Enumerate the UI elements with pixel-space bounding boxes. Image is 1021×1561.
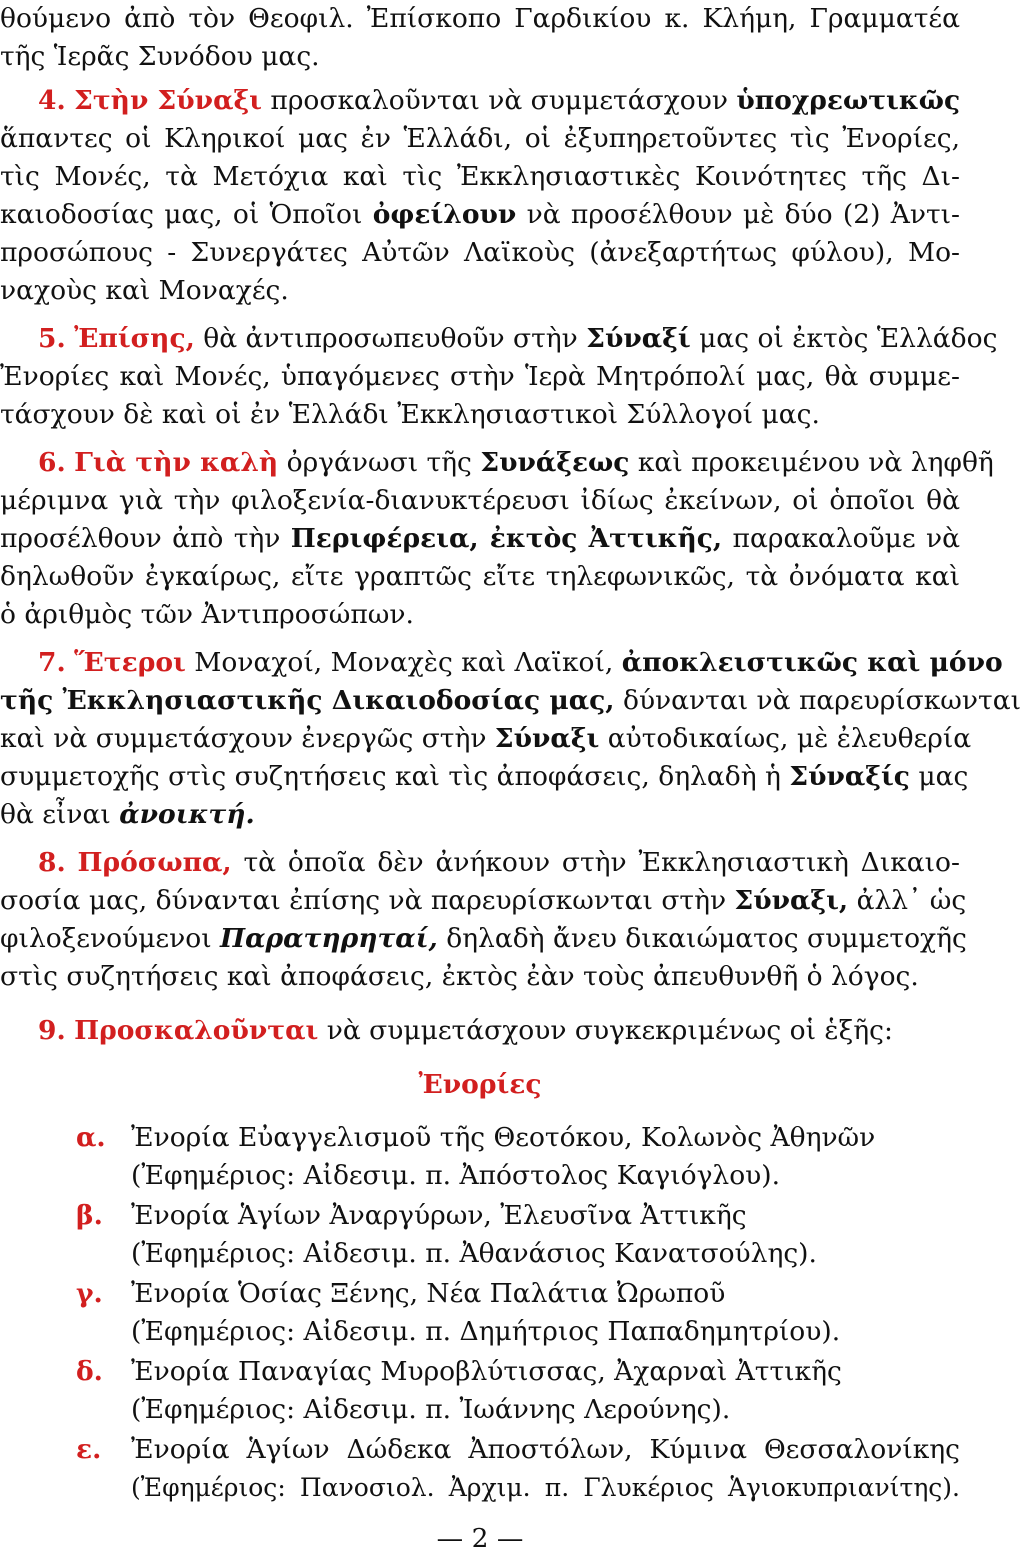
list-item-line1: Ἐνορία Εὐαγγελισμοῦ τῆς Θεοτόκου, Κολωνὸς Ἀθηνῶν [131,1122,876,1153]
page-number: — 2 — [436,1523,524,1554]
list-item [0,1355,960,1431]
list-item [0,1121,960,1197]
list-item-label: δ. [76,1356,103,1387]
text-span: δύνανται νὰ παρευρίσκωνται [622,685,1021,716]
text-line: στὶς συζητήσεις καὶ ἀποφάσεις, ἐκτὸς ἐὰν τοὺς ἀπευθυνθῆ ὁ λόγος. [0,961,919,992]
text-span: θὰ εἶναι [0,799,111,830]
bold-span: ὀφείλουν [372,199,517,230]
paragraph-number: 6. [38,447,66,478]
bold-span: ὑποχρεωτικῶς [736,85,961,116]
text-span: θὰ ἀντιπροσωπευθοῦν στὴν [203,323,578,354]
text-line: ἅπαντες οἱ Κληρικοί μας ἐν Ἑλλάδι, οἱ ἐξυπηρετοῦντες τὶς Ἐνορίες, [0,123,960,154]
list-item-line2: (Ἐφημέριος: Αἰδεσιμ. π. Ἰωάννης Λερούνης). [131,1394,731,1425]
text-span: ἀλλ᾽ ὡς [856,885,967,916]
paragraph-number: 5. [38,323,66,354]
paragraph-number: 4. [38,85,66,116]
list-item-line2: (Ἐφημέριος: Αἰδεσιμ. π. Ἀθανάσιος Κανατσούλης). [131,1238,817,1269]
text-span: καιοδοσίας μας, οἱ Ὁποῖοι [0,199,363,230]
list-item-label: β. [76,1200,103,1231]
list-item-line1: Ἐνορία Ὁσίας Ξένης, Νέα Παλάτια Ὠρωποῦ [131,1278,726,1309]
text-line [0,884,967,918]
text-span: συμμετοχῆς στὶς συζητήσεις καὶ τὶς ἀποφάσεις, δηλαδὴ ἡ [0,761,781,792]
list-item-line1: Ἐνορία Ἁγίων Ἀναργύρων, Ἐλευσῖνα Ἀττικῆς [131,1200,747,1231]
paragraph-7-line [0,646,1003,680]
text-line: τῆς Ἱερᾶς Συνόδου μας. [0,41,320,72]
text-span: φιλοξενούμενοι [0,923,212,954]
paragraph-lead: Πρόσωπα, [77,847,232,878]
text-line [0,922,967,956]
bold-span: ἀποκλειστικῶς καὶ μόνο [621,647,1003,678]
paragraph-number: 8. [38,847,66,878]
list-item [0,1277,960,1353]
text-line [0,798,960,832]
text-line [0,684,1021,718]
list-item-line2: (Ἐφημέριος: Πανοσιολ. Ἀρχιμ. π. Γλυκέριος Ἁγιοκυπριανίτης). [131,1473,960,1502]
paragraph-number: 7. [38,647,66,678]
bold-span: Σύναξί [586,323,691,354]
bold-span: Σύναξι [494,723,600,754]
text-span: προσκαλοῦνται νὰ συμμετάσχουν [270,85,728,116]
list-item [0,1433,960,1509]
paragraph-5-line [0,322,998,356]
text-span: τὰ ὁποῖα δὲν ἀνήκουν στὴν Ἐκκλησιαστικὴ Δικαιο- [243,847,960,878]
text-line: τὶς Μονές, τὰ Μετόχια καὶ τὶς Ἐκκλησιαστικὲς Κοινότητες τῆς Δι- [0,161,960,192]
section-heading [0,1068,960,1102]
paragraph-lead: Ἕτεροι [74,647,186,678]
list-item-label: γ. [76,1278,103,1309]
paragraph-lead: Ἐπίσης, [74,323,195,354]
text-span: παρακαλοῦμε νὰ [732,523,960,554]
paragraph-lead: Προσκαλοῦνται [74,1015,319,1046]
paragraph-8-line [0,846,960,880]
text-line: ναχοὺς καὶ Μοναχές. [0,275,289,306]
text-line [0,522,960,556]
bold-span: Σύναξίς [789,761,910,792]
paragraph-6-line [0,446,994,480]
text-span: μας [918,761,969,792]
bold-italic-span: ἀνοικτή. [119,799,255,830]
text-line [0,722,972,756]
bold-span: Συνάξεως [480,447,630,478]
text-line: μέριμνα γιὰ τὴν φιλοξενία-διανυκτέρευσι ἰδίως ἐκείνων, οἱ ὁποῖοι θὰ [0,485,960,516]
text-span: προσέλθουν ἀπὸ τὴν [0,523,281,554]
paragraph-lead: Στὴν Σύναξι [74,85,262,116]
text-line: ὁ ἀριθμὸς τῶν Ἀντιπροσώπων. [0,599,414,630]
list-item-line1: Ἐνορία Ἁγίων Δώδεκα Ἀποστόλων, Κύμινα Θεσσαλονίκης [131,1434,960,1465]
text-span: μας οἱ ἐκτὸς Ἑλλάδος [699,323,998,354]
text-line [0,198,960,232]
text-span: νὰ συμμετάσχουν συγκεκριμένως οἱ ἑξῆς: [326,1015,893,1046]
list-item-line1: Ἐνορία Παναγίας Μυροβλύτισσας, Ἀχαρναὶ Ἀττικῆς [131,1356,842,1387]
text-line: θούμενο ἀπὸ τὸν Θεοφιλ. Ἐπίσκοπο Γαρδικίου κ. Κλήμη, Γραμματέα [0,3,960,34]
text-span: Μοναχοί, Μοναχὲς καὶ Λαϊκοί, [194,647,614,678]
list-item-line2: (Ἐφημέριος: Αἰδεσιμ. π. Δημήτριος Παπαδημητρίου). [131,1316,841,1347]
section-heading-text: Ἐνορίες [418,1069,542,1100]
text-span: αὐτοδικαίως, μὲ ἐλευθερία [607,723,972,754]
text-span: σοσία μας, δύνανται ἐπίσης νὰ παρευρίσκωνται στὴν [0,885,727,916]
text-span: δηλαδὴ ἄνευ δικαιώματος συμμετοχῆς [446,923,967,954]
text-span: ὀργάνωσι τῆς [286,447,472,478]
text-line: τάσχουν δὲ καὶ οἱ ἐν Ἑλλάδι Ἐκκλησιαστικοὶ Σύλλογοί μας. [0,399,820,430]
list-item-line2: (Ἐφημέριος: Αἰδεσιμ. π. Ἀπόστολος Καγιόγλου). [131,1160,781,1191]
text-line [0,760,969,794]
list-item [0,1199,960,1275]
list-item-label: ε. [76,1434,102,1465]
text-line: δηλωθοῦν ἐγκαίρως, εἴτε γραπτῶς εἴτε τηλεφωνικῶς, τὰ ὀνόματα καὶ [0,561,960,592]
paragraph-lead: Γιὰ τὴν καλὴ [74,447,279,478]
paragraph-9-line [0,1014,960,1048]
bold-span: Σύναξι, [734,885,849,916]
paragraph-4-line [0,84,960,118]
bold-italic-span: Παρατηρηταί, [220,923,438,954]
text-line: προσώπους - Συνεργάτες Αὐτῶν Λαϊκοὺς (ἀνεξαρτήτως φύλου), Μο- [0,237,960,268]
bold-span: τῆς Ἐκκλησιαστικῆς Δικαιοδοσίας μας, [0,685,615,716]
list-item-label: α. [76,1122,106,1153]
text-span: νὰ προσέλθουν μὲ δύο (2) Ἀντι- [526,199,960,230]
text-span: καὶ προκειμένου νὰ ληφθῆ [637,447,994,478]
text-span: καὶ νὰ συμμετάσχουν ἐνεργῶς στὴν [0,723,487,754]
text-line: Ἐνορίες καὶ Μονές, ὑπαγόμενες στὴν Ἱερὰ Μητρόπολί μας, θὰ συμμε- [0,361,960,392]
bold-span: Περιφέρεια, ἐκτὸς Ἀττικῆς, [290,523,723,554]
paragraph-number: 9. [38,1015,66,1046]
